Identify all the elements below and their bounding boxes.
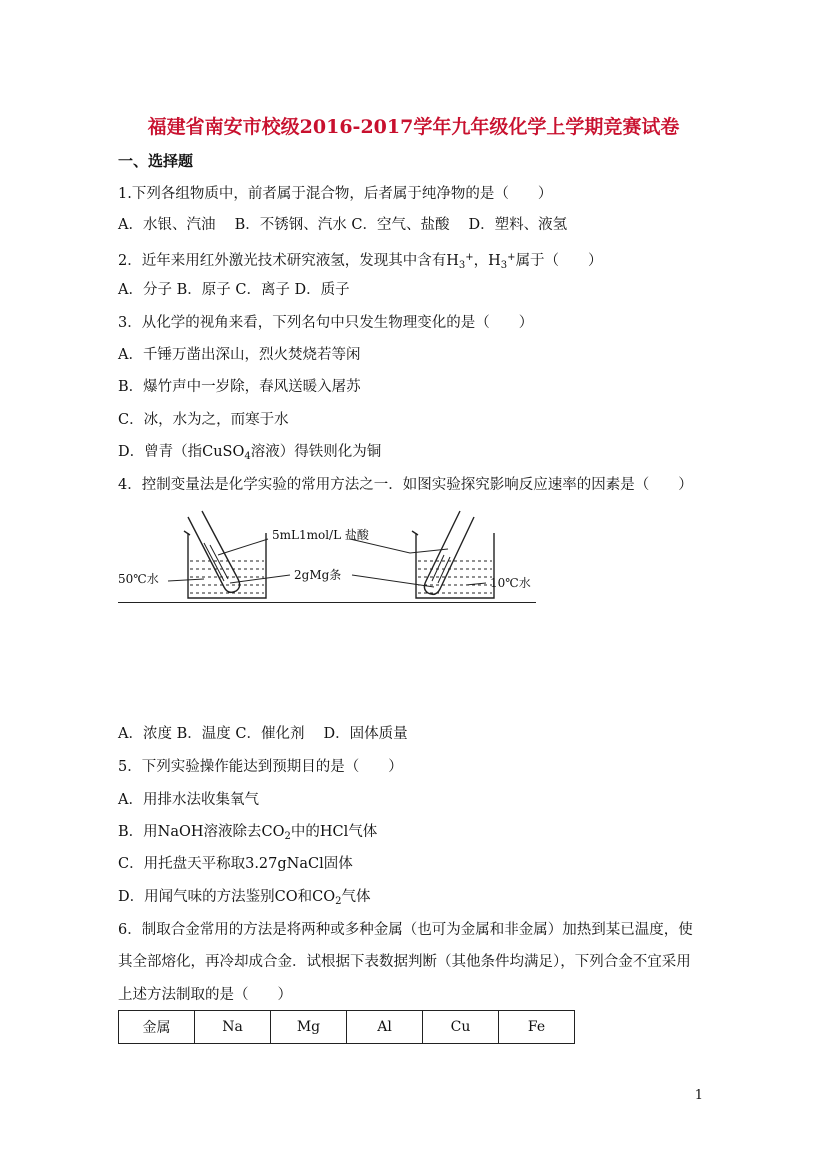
question-2-options: A．分子 B．原子 C．离子 D．质子 [118,282,350,298]
q5-b-text-b: 中的HCl气体 [290,824,378,840]
q5-d-text-a: D．用闻气味的方法鉴别CO和CO [118,889,336,905]
table-header-cell: Na [195,1011,271,1044]
q2-superscript-1: + [465,252,474,263]
experiment-diagram [118,503,536,605]
question-4-options: A．浓度 B．温度 C．催化剂 D．固体质量 [118,726,408,742]
question-3-option-d [118,442,381,467]
table-header-cell: Fe [499,1011,575,1044]
page-title: 福建省南安市校级2016-2017学年九年级化学上学期竞赛试卷 [147,116,680,138]
question-1-options: A．水银、汽油 B．不锈钢、汽水 C．空气、盐酸 D．塑料、液氢 [118,217,568,233]
table-header-cell: Mg [271,1011,347,1044]
question-5-stem: 5．下列实验操作能达到预期目的是（ ） [118,759,403,775]
acid-leader-line-left [218,539,268,555]
experiment-figure [118,503,536,605]
q3-d-text-a: D．曾青（指CuSO [118,444,245,460]
question-5-option-c: C．用托盘天平称取3.27gNaCl固体 [118,856,353,872]
q3-d-text-b: 溶液）得铁则化为铜 [250,444,382,460]
section-heading: 一、选择题 [118,152,194,170]
q5-d-text-b: 气体 [341,889,371,905]
question-2-stem [118,248,603,276]
table-row [119,1011,575,1044]
question-3-option-a: A．千锤万凿出深山，烈火焚烧若等闲 [118,347,361,363]
question-3-stem: 3．从化学的视角来看，下列名句中只发生物理变化的是（ ） [118,315,534,331]
left-water-label: 50℃水 [118,572,159,586]
q2-subscript-1: 3 [458,260,466,271]
question-5-option-d [118,887,370,912]
q5-b-text-a: B．用NaOH溶液除去CO [118,824,285,840]
q2-superscript-2: + [507,252,516,263]
table-header-cell: Cu [423,1011,499,1044]
question-6-line-3: 上述方法制取的是（ ） [118,987,292,1003]
question-6-line-1: 6．制取合金常用的方法是将两种或多种金属（也可为金属和非金属）加热到某已温度，使 [118,922,693,938]
q2-subscript-2: 3 [500,260,508,271]
mg-leader-line-left [230,575,290,583]
q2-text-b: 属于（ ） [515,253,603,269]
metal-table [118,1010,575,1044]
table-header-cell: Al [347,1011,423,1044]
right-water-label: 10℃水 [490,576,531,590]
mg-label: 2gMg条 [294,568,342,582]
q5-d-subscript: 2 [335,896,342,907]
q5-b-subscript: 2 [284,831,291,842]
question-5-option-a: A．用排水法收集氧气 [118,792,259,808]
q2-text-a: 2．近年来用红外激光技术研究液氢，发现其中含有H [118,253,459,269]
table-header-cell: 金属 [119,1011,195,1044]
left-water-leader-line [168,579,204,581]
q3-d-subscript: 4 [244,451,251,462]
question-6-line-2: 其全部熔化，再冷却成合金．试根据下表数据判断（其他条件均满足），下列合金不宜采用 [118,954,691,970]
question-1-stem: 1.下列各组物质中，前者属于混合物，后者属于纯净物的是（ ） [118,186,553,202]
question-5-option-b [118,822,377,847]
question-4-stem: 4．控制变量法是化学实验的常用方法之一．如图实验探究影响反应速率的因素是（ ） [118,477,693,493]
page-number: 1 [694,1088,703,1103]
right-water-leader-line [466,583,486,585]
question-3-option-c: C．冰，水为之，而寒于水 [118,412,289,428]
acid-label: 5mL1mol/L 盐酸 [272,528,369,542]
q2-text-mid: ，H [473,253,501,269]
left-test-tube [188,511,240,592]
right-test-tube [424,511,474,594]
mg-leader-line-right [352,575,434,587]
question-3-option-b: B．爆竹声中一岁除，春风送暖入屠苏 [118,379,361,395]
